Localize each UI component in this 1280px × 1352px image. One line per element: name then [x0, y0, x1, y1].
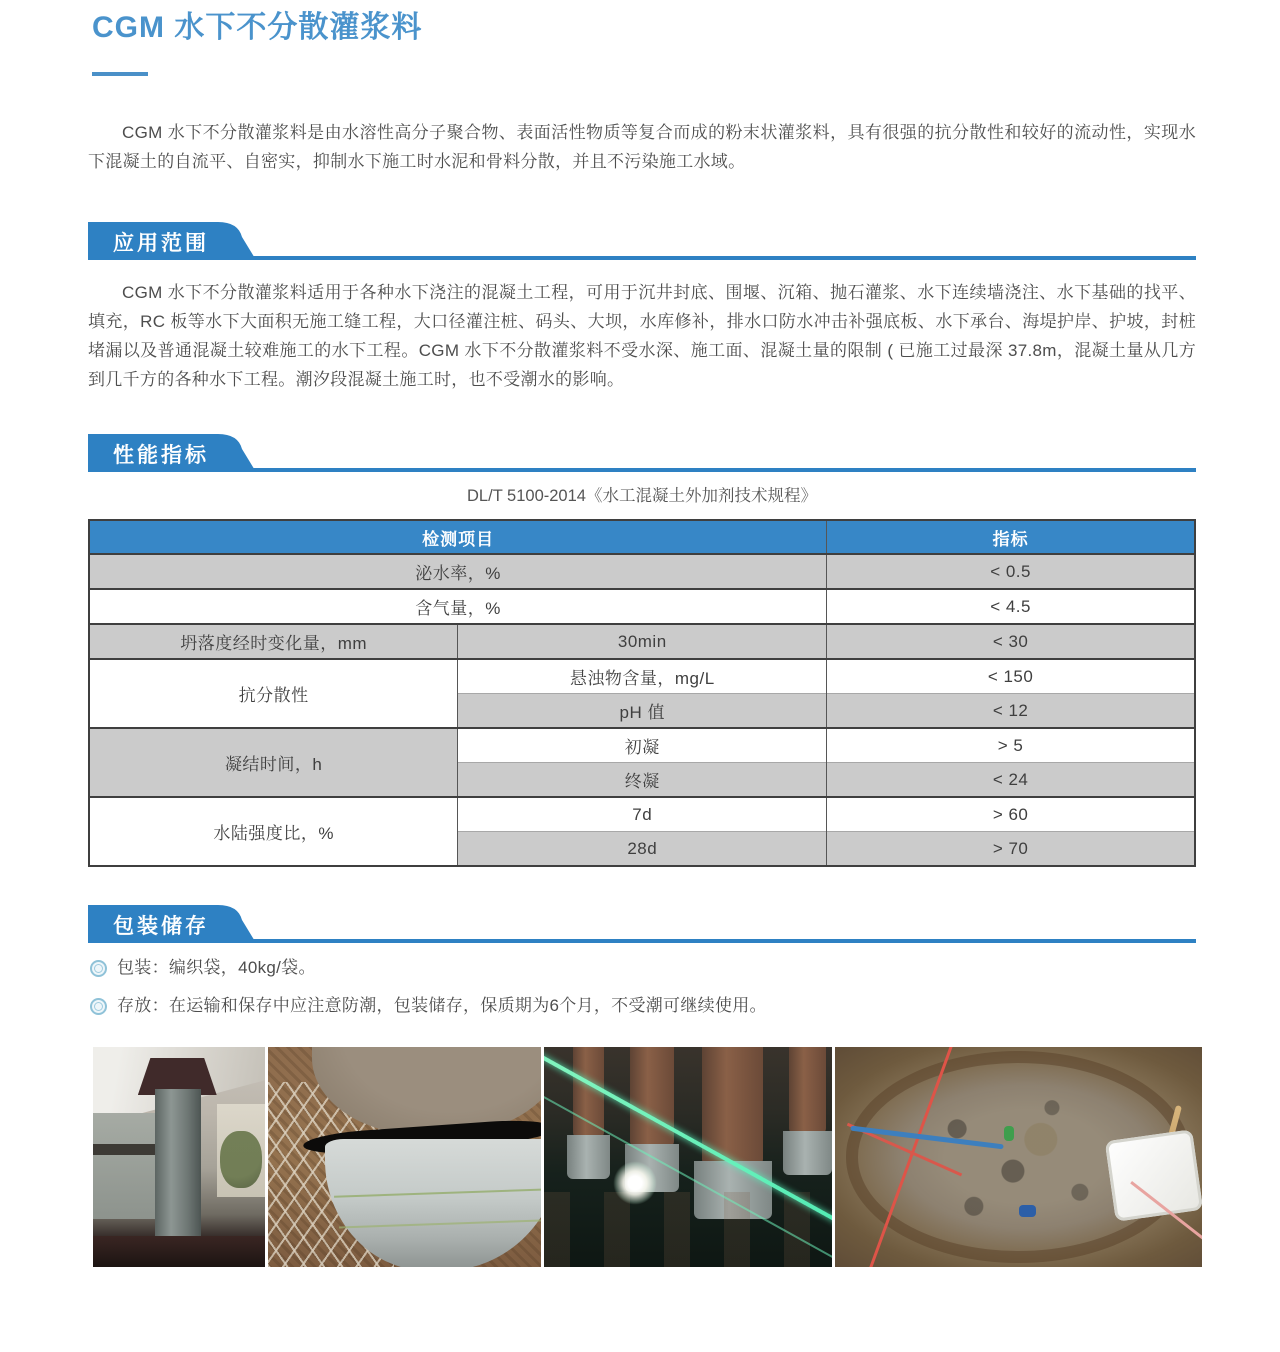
section-title-performance: 性能指标	[113, 444, 209, 467]
photo-bridge-piers-night-laser	[544, 1047, 832, 1267]
sub-item-cell: 初凝	[458, 728, 827, 763]
item-cell: 泌水率，%	[89, 554, 827, 589]
storage-bullet-text: 存放：在运输和保存中应注意防潮，包装储存，保质期为6个月，不受潮可继续使用。	[117, 996, 767, 1015]
table-row	[89, 659, 1195, 694]
sub-item-cell: 7d	[458, 797, 827, 832]
section-badge-application	[88, 222, 256, 260]
section-badge-packaging	[88, 905, 256, 943]
double-circle-bullet-icon	[90, 998, 107, 1015]
list-item	[88, 991, 1196, 1021]
value-cell: < 24	[827, 763, 1195, 798]
page-title: CGM 水下不分散灌浆料	[92, 11, 423, 44]
column-header-indicator: 指标	[827, 520, 1195, 554]
photo3-pier-column	[789, 1047, 826, 1135]
value-cell: > 60	[827, 797, 1195, 832]
value-cell: < 150	[827, 659, 1195, 694]
intro-paragraph: CGM 水下不分散灌浆料是由水溶性高分子聚合物、表面活性物质等复合而成的粉末状灌浆料，具有很强的抗分散性和较好的流动性，实现水下混凝土的自流平、自密实，抑制水下施工时水泥和骨料分散，并且不污染施工水域。	[88, 123, 1196, 171]
photo4-green-marker	[1004, 1126, 1014, 1141]
item-cell: 抗分散性	[89, 659, 458, 728]
value-cell: > 70	[827, 832, 1195, 867]
packaging-bullet-text: 包装：编织袋，40kg/袋。	[117, 958, 316, 977]
table-row	[89, 728, 1195, 763]
value-cell: > 5	[827, 728, 1195, 763]
photo3-steel-casing	[567, 1135, 610, 1179]
item-cell: 凝结时间，h	[89, 728, 458, 797]
photo-pier-base-grout-collar	[268, 1047, 541, 1267]
table-header-row	[89, 520, 1195, 554]
photo1-dark-floor	[93, 1236, 265, 1267]
sub-item-cell: 终凝	[458, 763, 827, 798]
item-cell: 含气量，%	[89, 589, 827, 624]
photo3-pier-column	[630, 1047, 673, 1148]
list-item	[88, 953, 1196, 983]
section-header-performance	[88, 434, 1196, 472]
application-paragraph: CGM 水下不分散灌浆料适用于各种水下浇注的混凝土工程，可用于沉井封底、围堰、沉箱、抛石灌浆、水下连续墙浇注、水下基础的找平、填充，RC 板等水下大面积无施工缝工程，大口径灌注桩、码头、大坝，水库修补，排水口防水冲击补强底板、水下承台、海堤护岸、护坡，封桩堵漏以及普通混凝土较难施工的水下工程。CGM 水下不分散灌浆料不受水深、施工面、混凝土量的限制 ( 已施工过最深 37.8m，混凝土量从几方到几千方的各种水下工程。潮汐段混凝土施工时，也不受潮水的影响。	[88, 283, 1196, 389]
photo3-pier-column	[573, 1047, 605, 1139]
photo4-white-tray	[1105, 1129, 1202, 1222]
value-cell: < 4.5	[827, 589, 1195, 624]
section-title-packaging: 包装储存	[113, 915, 209, 938]
photo-gallery	[93, 1047, 1196, 1267]
table-row	[89, 589, 1195, 624]
sub-item-cell: 28d	[458, 832, 827, 867]
photo1-vegetation	[220, 1131, 261, 1188]
performance-table	[88, 519, 1196, 867]
value-cell: < 30	[827, 624, 1195, 659]
photo3-steel-casing	[783, 1131, 832, 1175]
table-row	[89, 797, 1195, 832]
title-underline	[92, 72, 148, 76]
item-cell: 水陆强度比，%	[89, 797, 458, 866]
column-header-item: 检测项目	[89, 520, 827, 554]
sub-item-cell: 30min	[458, 624, 827, 659]
standard-reference: DL/T 5100-2014《水工混凝土外加剂技术规程》	[467, 487, 817, 505]
packaging-bullet-list	[88, 953, 1196, 1021]
section-badge-performance	[88, 434, 256, 472]
photo-steel-pipe-pile-under-pier-cap	[93, 1047, 265, 1267]
sub-item-cell: 悬浊物含量，mg/L	[458, 659, 827, 694]
section-header-application	[88, 222, 1196, 260]
table-row	[89, 624, 1195, 659]
value-cell: < 0.5	[827, 554, 1195, 589]
photo1-water	[93, 1113, 155, 1219]
section-title-application: 应用范围	[113, 232, 209, 255]
table-row	[89, 554, 1195, 589]
document-page	[0, 8, 1280, 1267]
photo3-water-reflection	[544, 1192, 832, 1267]
section-header-packaging	[88, 905, 1196, 943]
value-cell: < 12	[827, 694, 1195, 729]
photo4-blue-object	[1019, 1205, 1036, 1217]
photo-circular-cofferdam-excavation	[835, 1047, 1202, 1267]
item-cell: 坍落度经时变化量，mm	[89, 624, 458, 659]
sub-item-cell: pH 值	[458, 694, 827, 729]
photo1-railing	[93, 1144, 155, 1155]
double-circle-bullet-icon	[90, 960, 107, 977]
